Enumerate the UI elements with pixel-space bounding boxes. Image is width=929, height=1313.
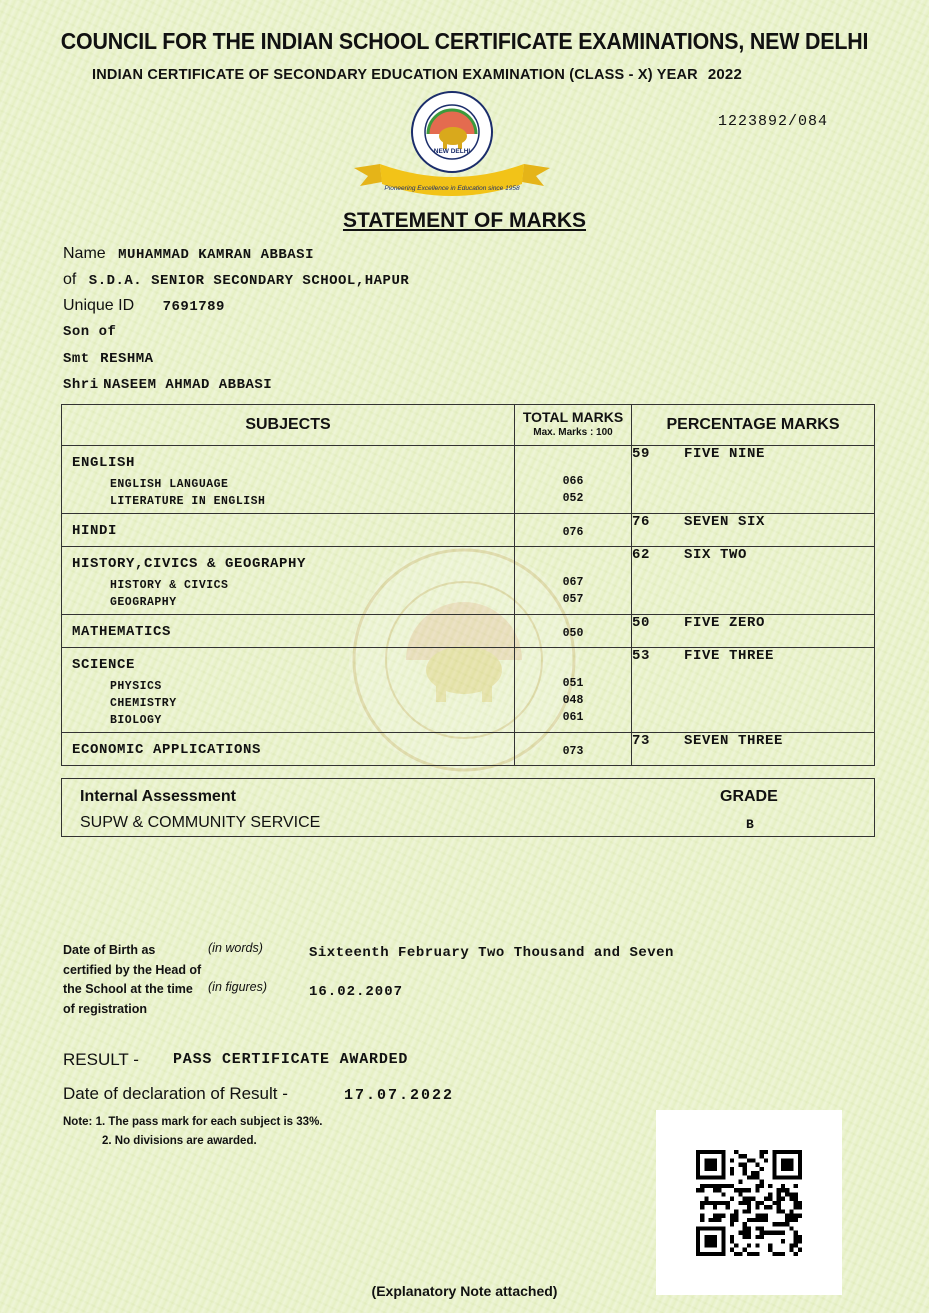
marks-cell — [515, 615, 632, 648]
percentage-number: 73 — [632, 733, 651, 749]
school-name: S.D.A. SENIOR SECONDARY SCHOOL,HAPUR — [88, 273, 410, 289]
subject-cell — [62, 615, 515, 648]
table-row — [62, 547, 875, 615]
marks-body — [62, 446, 875, 766]
marks-table — [61, 404, 875, 766]
subjects-header: SUBJECTS — [62, 405, 515, 446]
school-line — [63, 271, 409, 289]
mark-value: 076 — [562, 526, 584, 539]
exam-year: 2022 — [707, 66, 743, 83]
result-label: RESULT - — [63, 1050, 139, 1069]
percentage-cell — [632, 514, 875, 547]
table-row — [62, 446, 875, 514]
exam-heading — [92, 66, 742, 83]
total-marks-title: TOTAL MARKS — [522, 409, 624, 425]
exam-name: INDIAN CERTIFICATE OF SECONDARY EDUCATION EXAMINATION (CLASS - X) YEAR — [92, 67, 698, 83]
in-figures-label: (in figures) — [208, 980, 268, 994]
mark-value: 051 — [562, 677, 584, 690]
name-line — [63, 245, 314, 263]
max-marks-note: Max. Marks : 100 — [533, 427, 613, 438]
mark-value: 057 — [562, 593, 584, 606]
of-label: of — [63, 271, 77, 288]
subject-name: ENGLISH — [72, 455, 136, 471]
mark-value: 067 — [562, 576, 584, 589]
percentage-words: SEVEN THREE — [684, 733, 784, 749]
percentage-cell — [632, 615, 875, 648]
sub-subject-name: HISTORY & CIVICS — [110, 579, 229, 592]
table-row — [62, 733, 875, 766]
table-row — [62, 615, 875, 648]
council-logo-icon — [352, 90, 552, 210]
subject-name: MATHEMATICS — [72, 624, 172, 640]
total-marks-header — [515, 405, 632, 446]
dob-in-words: Sixteenth February Two Thousand and Seven — [309, 945, 674, 961]
subject-cell — [62, 446, 515, 514]
subject-cell — [62, 733, 515, 766]
result-value: PASS CERTIFICATE AWARDED — [173, 1051, 409, 1068]
note-pass-mark: Note: 1. The pass mark for each subject is 33%. — [63, 1116, 323, 1128]
percentage-cell — [632, 733, 875, 766]
percentage-cell — [632, 547, 875, 615]
sub-subject-name: PHYSICS — [110, 680, 162, 693]
document-title: STATEMENT OF MARKS — [342, 209, 587, 232]
council-heading: COUNCIL FOR THE INDIAN SCHOOL CERTIFICATE EXAMINATIONS, NEW DELHI — [60, 28, 869, 54]
marks-cell — [515, 547, 632, 615]
percentage-number: 53 — [632, 648, 651, 664]
unique-id: 7691789 — [162, 299, 225, 315]
mark-value: 073 — [562, 745, 584, 758]
father-name: NASEEM AHMAD ABBASI — [103, 377, 273, 393]
subject-name: SCIENCE — [72, 657, 136, 673]
sub-subject-name: CHEMISTRY — [110, 697, 177, 710]
uid-label: Unique ID — [63, 297, 135, 314]
grade-value: B — [746, 817, 754, 832]
mark-value: 052 — [562, 492, 584, 505]
marks-header-row — [62, 405, 875, 446]
subject-name: HINDI — [72, 523, 118, 539]
uid-line — [63, 297, 225, 315]
percentage-number: 59 — [632, 446, 651, 462]
name-label: Name — [63, 245, 106, 262]
subject-name: ECONOMIC APPLICATIONS — [72, 742, 262, 758]
logo-ribbon-text: Pioneering Excellence in Education since 1958 — [384, 185, 520, 192]
declaration-date-label: Date of declaration of Result - — [63, 1084, 288, 1103]
table-row — [62, 648, 875, 733]
percentage-words: FIVE ZERO — [684, 615, 766, 631]
father-line — [63, 375, 272, 393]
sub-subject-name: BIOLOGY — [110, 714, 162, 727]
marks-cell — [515, 446, 632, 514]
dob-in-figures: 16.02.2007 — [309, 984, 404, 1000]
mother-label: Smt — [63, 351, 90, 367]
son-of-label: Son of — [63, 324, 117, 340]
percentage-words: FIVE NINE — [684, 446, 766, 462]
note-divisions: 2. No divisions are awarded. — [102, 1135, 257, 1147]
sub-subject-name: LITERATURE IN ENGLISH — [110, 495, 266, 508]
percentage-number: 62 — [632, 547, 651, 563]
qr-code-icon — [696, 1150, 802, 1256]
declaration-date-value: 17.07.2022 — [344, 1087, 455, 1104]
explanatory-note: (Explanatory Note attached) — [371, 1283, 558, 1299]
internal-assessment-title: Internal Assessment — [80, 788, 236, 805]
table-row — [62, 514, 875, 547]
student-name: MUHAMMAD KAMRAN ABBASI — [118, 247, 314, 263]
percentage-number: 50 — [632, 615, 651, 631]
mother-name: RESHMA — [100, 351, 154, 367]
marks-cell — [515, 648, 632, 733]
percentage-cell — [632, 446, 875, 514]
sub-subject-name: GEOGRAPHY — [110, 596, 177, 609]
internal-assessment-item: SUPW & COMMUNITY SERVICE — [80, 814, 321, 831]
in-words-label: (in words) — [208, 941, 263, 955]
subject-name: HISTORY,CIVICS & GEOGRAPHY — [72, 556, 307, 572]
mother-line — [63, 349, 154, 367]
marks-cell — [515, 514, 632, 547]
dob-label: Date of Birth as certified by the Head of the School at the time of registration — [63, 943, 202, 1016]
percentage-header: PERCENTAGE MARKS — [632, 405, 875, 446]
subject-cell — [62, 547, 515, 615]
sub-subject-name: ENGLISH LANGUAGE — [110, 478, 229, 491]
father-label: Shri — [63, 377, 99, 393]
certificate-number: 1223892/084 — [718, 113, 829, 130]
mark-value: 048 — [562, 694, 584, 707]
percentage-number: 76 — [632, 514, 651, 530]
mark-value: 066 — [562, 475, 584, 488]
subject-cell — [62, 514, 515, 547]
percentage-cell — [632, 648, 875, 733]
percentage-words: SIX TWO — [684, 547, 748, 563]
percentage-words: SEVEN SIX — [684, 514, 766, 530]
logo-caption: NEW DELHI — [433, 148, 471, 155]
mark-value: 050 — [562, 627, 584, 640]
mark-value: 061 — [562, 711, 584, 724]
percentage-words: FIVE THREE — [684, 648, 775, 664]
grade-header: GRADE — [720, 788, 778, 805]
subject-cell — [62, 648, 515, 733]
marks-cell — [515, 733, 632, 766]
